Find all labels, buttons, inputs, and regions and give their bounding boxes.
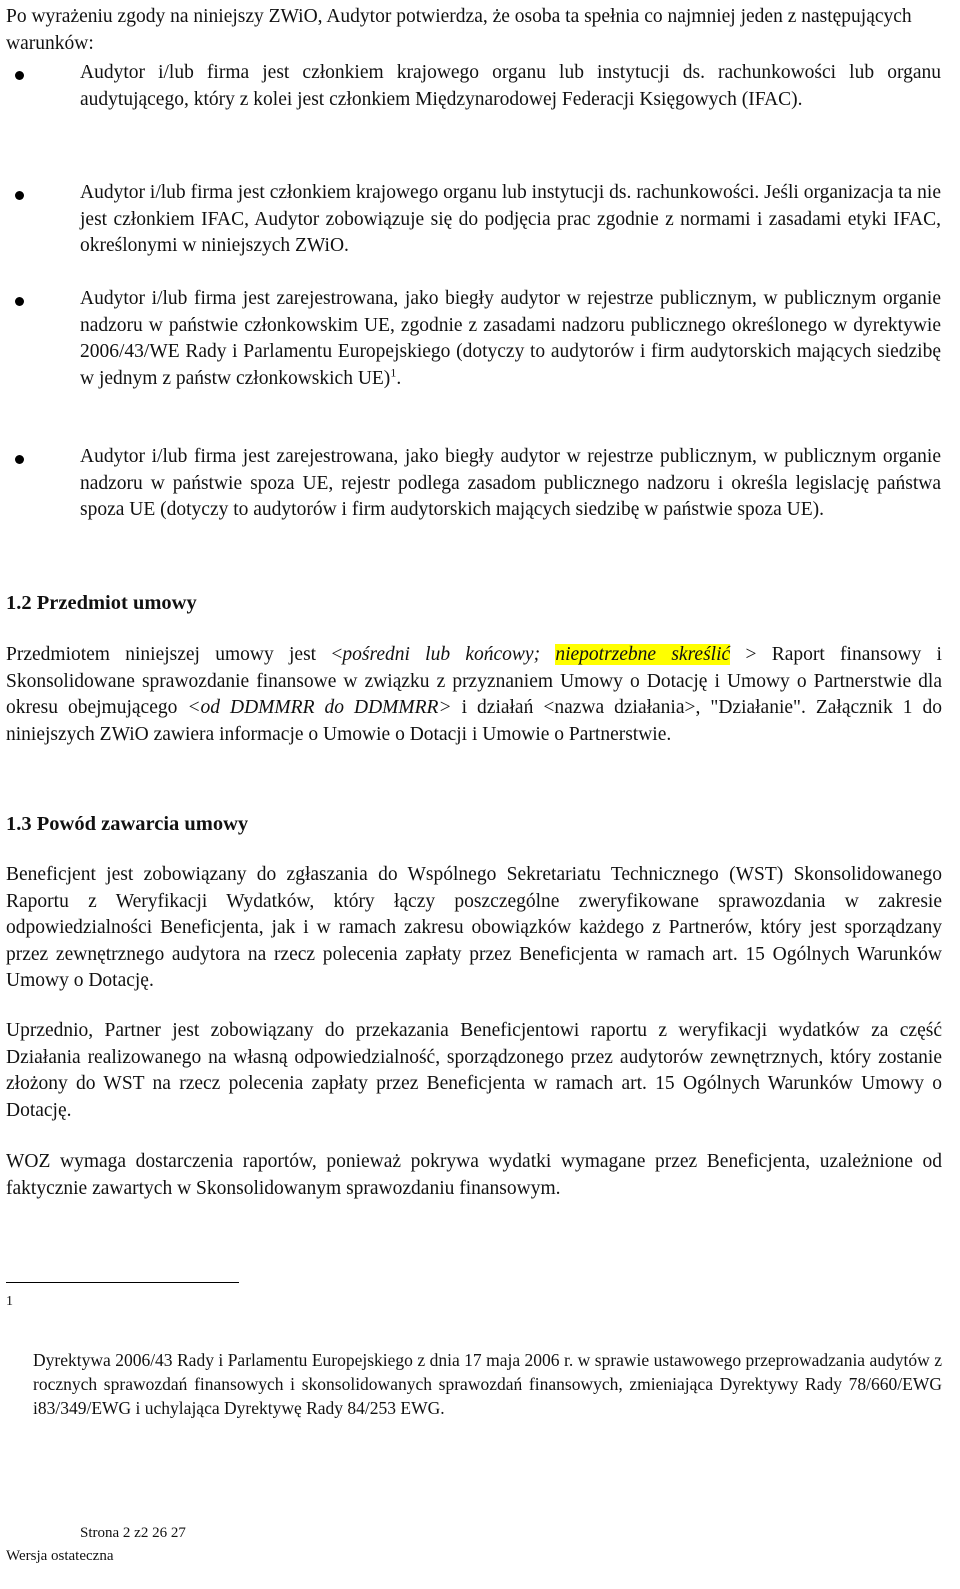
reason-paragraph: WOZ wymaga dostarczenia raportów, ponieważ pokrywa wydatki wymagane przez Beneficjenta, uzależnione od faktycznie zawartych w Skonsolidowanym sprawozdaniu finansowym.: [6, 1151, 942, 1199]
subject-text-c: > Raport finansowy i Skonsolidowane sprawozdanie finansowe w związku z przyznaniem Umowy o Dotację i Umowy o Partnerstwie dla okresu obejmującego: [6, 644, 942, 719]
highlighted-text: niepotrzebne skreślić: [555, 644, 731, 665]
bullet-icon: [15, 71, 24, 80]
reason-paragraph: Beneficjent jest zobowiązany do zgłaszania do Wspólnego Sekretariatu Technicznego (WST) Skonsolidowanego Raportu z Weryfikacji Wydatków, który łączy poszczególne zweryfikowane sprawozdania w zakresie odpowiedzialności Beneficjenta, jak i w ramach zakresu obowiązków każdego z Partnerów, który jest sporządzany przez zewnętrznego audytora na rzecz polecenia zapłaty przez Beneficjenta w ramach art. 15 Ogólnych Warunków Umowy o Dotację.: [6, 864, 942, 992]
version-label: Wersja ostateczna: [6, 1548, 114, 1564]
list-item-text: [80, 286, 941, 392]
subject-text-a: Przedmiotem niniejszej umowy jest <: [6, 644, 343, 665]
bullet-icon: [15, 455, 24, 464]
footnote-ref[interactable]: 1: [390, 365, 397, 380]
page-number: Strona 2 z2 26 27: [80, 1525, 186, 1541]
subject-paragraph: [6, 642, 942, 748]
list-item-text: Audytor i/lub firma jest członkiem krajowego organu lub instytucji ds. rachunkowości lub organu audytującego, który z kolei jest członkiem Międzynarodowej Federacji Księgowych (IFAC).: [80, 62, 941, 110]
list-item-text-main: Audytor i/lub firma jest zarejestrowana, jako biegły audytor w rejestrze publicznym, w publicznym organie nadzoru w państwie członkowskim UE, zgodnie z zasadami nadzoru publicznego określonego w dyrektywie 2006/43/WE Rady i Parlamentu Europejskiego (dotyczy to audytorów i firm audytorskich mających siedzibę w jednym z państw członkowskich UE): [80, 288, 941, 389]
section-heading: 1.3 Powód zawarcia umowy: [6, 813, 249, 835]
footnote-text: Dyrektywa 2006/43 Rady i Parlamentu Europejskiego z dnia 17 maja 2006 r. w sprawie ustawowego przeprowadzania audytów z rocznych sprawozdań finansowych i skonsolidowanych sprawozdań finansowych, zmieniająca Dyrektywy Rady 78/660/EWG i83/349/EWG i uchylająca Dyrektywę Rady 84/253 EWG.: [33, 1350, 942, 1419]
intro-paragraph: Po wyrażeniu zgody na niniejszy ZWiO, Audytor potwierdza, że osoba ta spełnia co najmniej jeden z następujących warunków:: [6, 6, 912, 54]
list-item-text-end: .: [396, 367, 402, 389]
subject-text-b: pośredni lub końcowy;: [342, 644, 556, 665]
reason-paragraph: Uprzednio, Partner jest zobowiązany do przekazania Beneficjentowi raportu z weryfikacji wydatków za część Działania realizowanego na własną odpowiedzialność, sporządzonego przez audytorów zewnętrznych, który zostanie złożony do WST na rzecz polecenia zapłaty przez Beneficjenta w ramach art. 15 Ogólnych Warunków Umowy o Dotację.: [6, 1020, 942, 1121]
footnote-divider: [6, 1282, 239, 1283]
section-heading: 1.2 Przedmiot umowy: [6, 592, 197, 614]
bullet-icon: [15, 297, 24, 306]
footnote-number: 1: [6, 1294, 13, 1309]
bullet-icon: [15, 191, 24, 200]
subject-text-d: <od DDMMRR do DDMMRR>: [187, 697, 452, 719]
list-item-text: Audytor i/lub firma jest zarejestrowana, jako biegły audytor w rejestrze publicznym, w publicznym organie nadzoru w państwie spoza UE, rejestr podlega zasadom publicznego nadzoru i określa legislację państwa spoza UE (dotyczy to audytorów i firm audytorskich mających siedzibę w państwie spoza UE).: [80, 446, 941, 521]
list-item-text: Audytor i/lub firma jest członkiem krajowego organu lub instytucji ds. rachunkowości. Jeśli organizacja ta nie jest członkiem IFAC, Audytor zobowiązuje się do podjęcia prac zgodnie z normami i zasadami etyki IFAC, określonymi w niniejszych ZWiO.: [80, 182, 941, 257]
subject-text-e: i działań <nazwa działania>, "Działanie". Załącznik 1 do niniejszych ZWiO zawiera informacje o Umowie o Dotacji i Umowie o Partnerstwie.: [6, 697, 942, 745]
